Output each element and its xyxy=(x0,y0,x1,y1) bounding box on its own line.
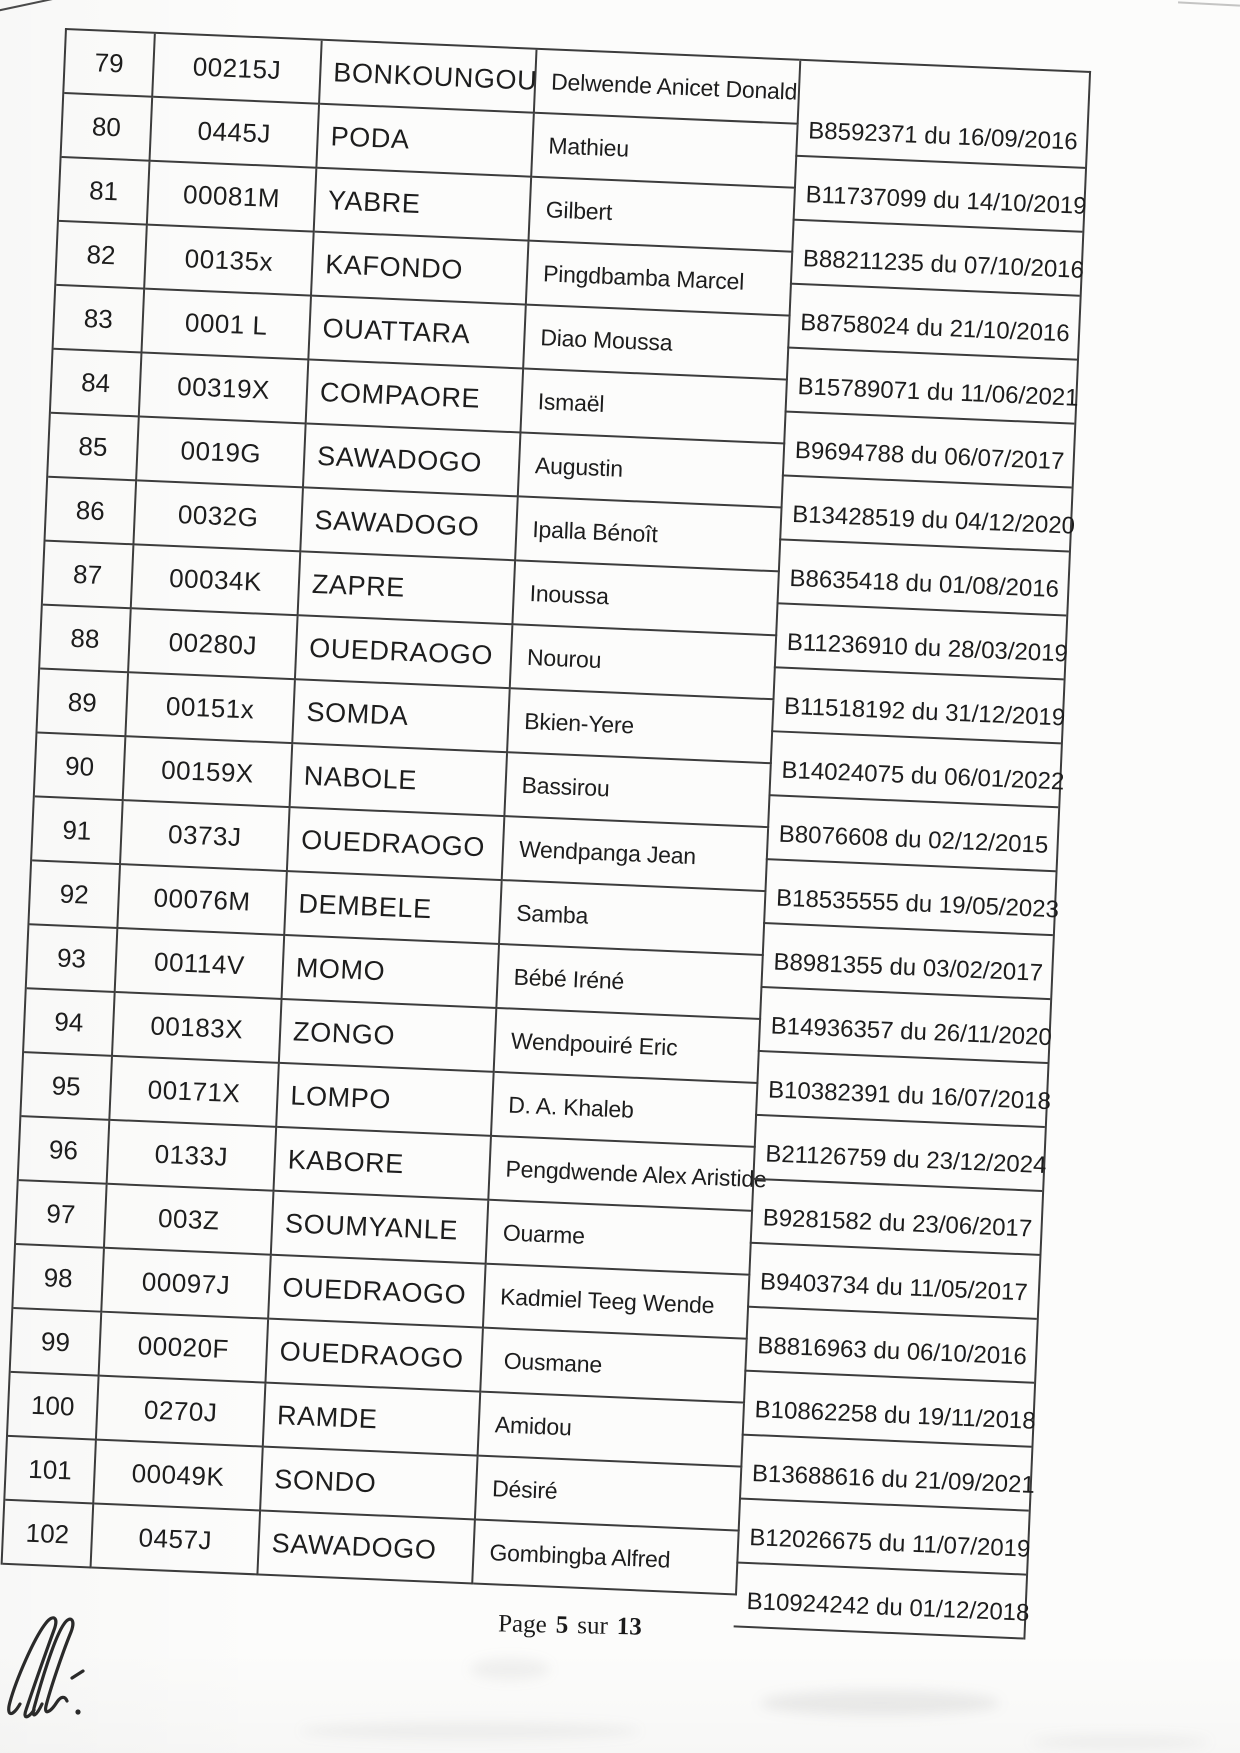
row-number-cell: 95 xyxy=(21,1053,113,1121)
passport-cell: B9694788 du 06/07/2017 xyxy=(782,412,1074,488)
footer-sur-label: sur xyxy=(576,1612,609,1640)
given-names-cell: Gilbert xyxy=(529,178,795,253)
row-number-cell: 85 xyxy=(48,414,140,482)
given-names-cell: Mathieu xyxy=(532,114,798,189)
code-cell: 00183X xyxy=(113,993,283,1064)
surname-cell: SOMDA xyxy=(293,680,510,753)
surname-cell: PODA xyxy=(317,105,534,178)
row-number-cell: 96 xyxy=(19,1117,111,1185)
footer-page-number: 5 xyxy=(555,1611,569,1639)
passport-cell: B8816963 du 06/10/2016 xyxy=(744,1308,1036,1384)
surname-cell: SAWADOGO xyxy=(304,424,521,497)
scan-artifact-top-right xyxy=(1178,1,1240,6)
surname-cell: OUEDRAOGO xyxy=(266,1320,483,1393)
row-number-cell: 89 xyxy=(37,670,129,738)
given-names-cell: Delwende Anicet Donald xyxy=(535,50,801,125)
given-names-cell: Amidou xyxy=(479,1393,745,1468)
surname-cell: SAWADOGO xyxy=(258,1512,475,1585)
row-number-cell: 90 xyxy=(35,733,127,801)
code-cell: 00280J xyxy=(129,609,299,680)
given-names-cell: Pengdwende Alex Aristide xyxy=(489,1137,755,1212)
row-number-cell: 80 xyxy=(62,94,154,162)
surname-cell: KAFONDO xyxy=(312,233,529,306)
code-cell: 00114V xyxy=(116,929,286,1000)
passport-cell: B88211235 du 07/10/2016 xyxy=(790,221,1082,297)
surname-cell: OUEDRAOGO xyxy=(269,1256,486,1329)
row-number-cell: 97 xyxy=(16,1181,108,1249)
code-cell: 0019G xyxy=(137,417,307,488)
surname-cell: OUEDRAOGO xyxy=(288,808,505,881)
surname-cell: YABRE xyxy=(315,169,532,242)
passport-cell: B14936357 du 26/11/2020 xyxy=(758,988,1050,1064)
passport-cell: B15789071 du 11/06/2021 xyxy=(785,349,1077,425)
surname-cell: SONDO xyxy=(261,1448,478,1521)
given-names-cell: Augustin xyxy=(519,433,785,508)
passenger-list-table xyxy=(0,28,1092,1640)
given-names-cell: Ipalla Bénoît xyxy=(516,497,782,572)
given-names-cell: Désiré xyxy=(476,1457,742,1532)
row-number-cell: 86 xyxy=(45,478,137,546)
given-names-cell: Ouarme xyxy=(487,1201,753,1276)
scan-smudge xyxy=(300,1722,640,1740)
code-cell: 0457J xyxy=(92,1505,262,1576)
code-cell: 00049K xyxy=(94,1441,264,1512)
surname-cell: DEMBELE xyxy=(285,872,502,945)
given-names-cell: Inoussa xyxy=(513,561,779,636)
passport-cell: B8076608 du 02/12/2015 xyxy=(766,796,1058,872)
scan-smudge xyxy=(470,1658,550,1680)
code-cell: 00171X xyxy=(110,1057,280,1128)
code-cell: 00159X xyxy=(124,737,294,808)
passport-cell: B10382391 du 16/07/2018 xyxy=(755,1052,1047,1128)
given-names-cell: Wendpanga Jean xyxy=(503,817,769,892)
scan-smudge xyxy=(1030,1735,1210,1749)
given-names-cell: Bébé Iréné xyxy=(497,945,763,1020)
footer-page-label: Page xyxy=(497,1610,548,1639)
row-number-cell: 91 xyxy=(32,797,124,865)
given-names-cell: Samba xyxy=(500,881,766,956)
passport-cell: B13688616 du 21/09/2021 xyxy=(739,1436,1031,1512)
passport-cell: B11518192 du 31/12/2019 xyxy=(771,668,1063,744)
code-cell: 0445J xyxy=(150,98,320,169)
row-number-cell: 79 xyxy=(64,30,156,98)
surname-cell: KABORE xyxy=(274,1128,491,1201)
code-cell: 0133J xyxy=(108,1121,278,1192)
row-number-cell: 88 xyxy=(40,606,132,674)
surname-cell: NABOLE xyxy=(291,744,508,817)
surname-cell: MOMO xyxy=(282,936,499,1009)
surname-cell: COMPAORE xyxy=(307,361,524,434)
passport-cell: B8592371 du 16/09/2016 xyxy=(795,61,1089,169)
passport-cell: B21126759 du 23/12/2024 xyxy=(752,1116,1044,1192)
passport-cell: B18535555 du 19/05/2023 xyxy=(763,860,1055,936)
given-names-cell: Gombingba Alfred xyxy=(473,1521,739,1596)
passport-cell: B12026675 du 11/07/2019 xyxy=(736,1500,1028,1576)
code-cell: 0032G xyxy=(134,481,304,552)
scan-smudge xyxy=(760,1690,1000,1716)
given-names-cell: Ismaël xyxy=(521,370,787,445)
given-names-cell: Pingdbamba Marcel xyxy=(527,242,793,317)
row-number-cell: 92 xyxy=(29,861,121,929)
given-names-cell: Nourou xyxy=(511,625,777,700)
row-number-cell: 93 xyxy=(27,925,119,993)
code-cell: 00135x xyxy=(145,226,315,297)
code-cell: 00034K xyxy=(132,545,302,616)
handwritten-initials-signature xyxy=(4,1606,104,1736)
passport-cell: B8981355 du 03/02/2017 xyxy=(760,924,1052,1000)
row-number-cell: 100 xyxy=(8,1373,100,1441)
surname-cell: BONKOUNGOU xyxy=(320,41,537,114)
given-names-cell: Bassirou xyxy=(505,753,771,828)
code-cell: 00020F xyxy=(100,1313,270,1384)
given-names-cell: Kadmiel Teeg Wende xyxy=(484,1265,750,1340)
footer-total-pages: 13 xyxy=(616,1613,643,1641)
surname-cell: SAWADOGO xyxy=(301,488,518,561)
surname-cell: OUATTARA xyxy=(309,297,526,370)
row-number-cell: 101 xyxy=(5,1437,97,1505)
code-cell: 00081M xyxy=(148,162,318,233)
given-names-cell: Ousmane xyxy=(481,1329,747,1404)
code-cell: 00215J xyxy=(153,34,323,105)
surname-cell: SOUMYANLE xyxy=(272,1192,489,1265)
page-footer xyxy=(450,1609,691,1642)
row-number-cell: 87 xyxy=(43,542,135,610)
row-number-cell: 81 xyxy=(59,158,151,226)
surname-cell: LOMPO xyxy=(277,1064,494,1137)
given-names-cell: D. A. Khaleb xyxy=(492,1073,758,1148)
row-number-cell: 94 xyxy=(24,989,116,1057)
table-left-columns xyxy=(1,28,800,1595)
row-number-cell: 83 xyxy=(54,286,146,354)
row-number-cell: 99 xyxy=(11,1309,103,1377)
surname-cell: RAMDE xyxy=(264,1384,481,1457)
code-cell: 003Z xyxy=(105,1185,275,1256)
code-cell: 00097J xyxy=(102,1249,272,1320)
code-cell: 0001 L xyxy=(142,290,312,361)
passport-cell: B8635418 du 01/08/2016 xyxy=(776,540,1068,616)
surname-cell: ZAPRE xyxy=(299,552,516,625)
code-cell: 00319X xyxy=(140,354,310,425)
code-cell: 00151x xyxy=(126,673,296,744)
code-cell: 0270J xyxy=(97,1377,267,1448)
code-cell: 00076M xyxy=(118,865,288,936)
passport-cell: B13428519 du 04/12/2020 xyxy=(779,476,1071,552)
row-number-cell: 82 xyxy=(56,222,148,290)
passport-cell: B8758024 du 21/10/2016 xyxy=(787,285,1079,361)
given-names-cell: Wendpouiré Eric xyxy=(495,1009,761,1084)
row-number-cell: 102 xyxy=(3,1501,95,1569)
code-cell: 0373J xyxy=(121,801,291,872)
passport-cell: B9281582 du 23/06/2017 xyxy=(750,1180,1042,1256)
passport-cell: B11737099 du 14/10/2019 xyxy=(793,157,1085,233)
surname-cell: OUEDRAOGO xyxy=(296,616,513,689)
given-names-cell: Bkien-Yere xyxy=(508,689,774,764)
passport-cell: B14024075 du 06/01/2022 xyxy=(768,732,1060,808)
passport-cell: B10924242 du 01/12/2018 xyxy=(734,1563,1026,1639)
given-names-cell: Diao Moussa xyxy=(524,306,790,381)
passport-cell: B10862258 du 19/11/2018 xyxy=(742,1372,1034,1448)
row-number-cell: 98 xyxy=(13,1245,105,1313)
passport-cell: B11236910 du 28/03/2019 xyxy=(774,604,1066,680)
row-number-cell: 84 xyxy=(51,350,143,418)
scan-artifact-top-left xyxy=(0,0,57,12)
surname-cell: ZONGO xyxy=(280,1000,497,1073)
passport-cell: B9403734 du 11/05/2017 xyxy=(747,1244,1039,1320)
